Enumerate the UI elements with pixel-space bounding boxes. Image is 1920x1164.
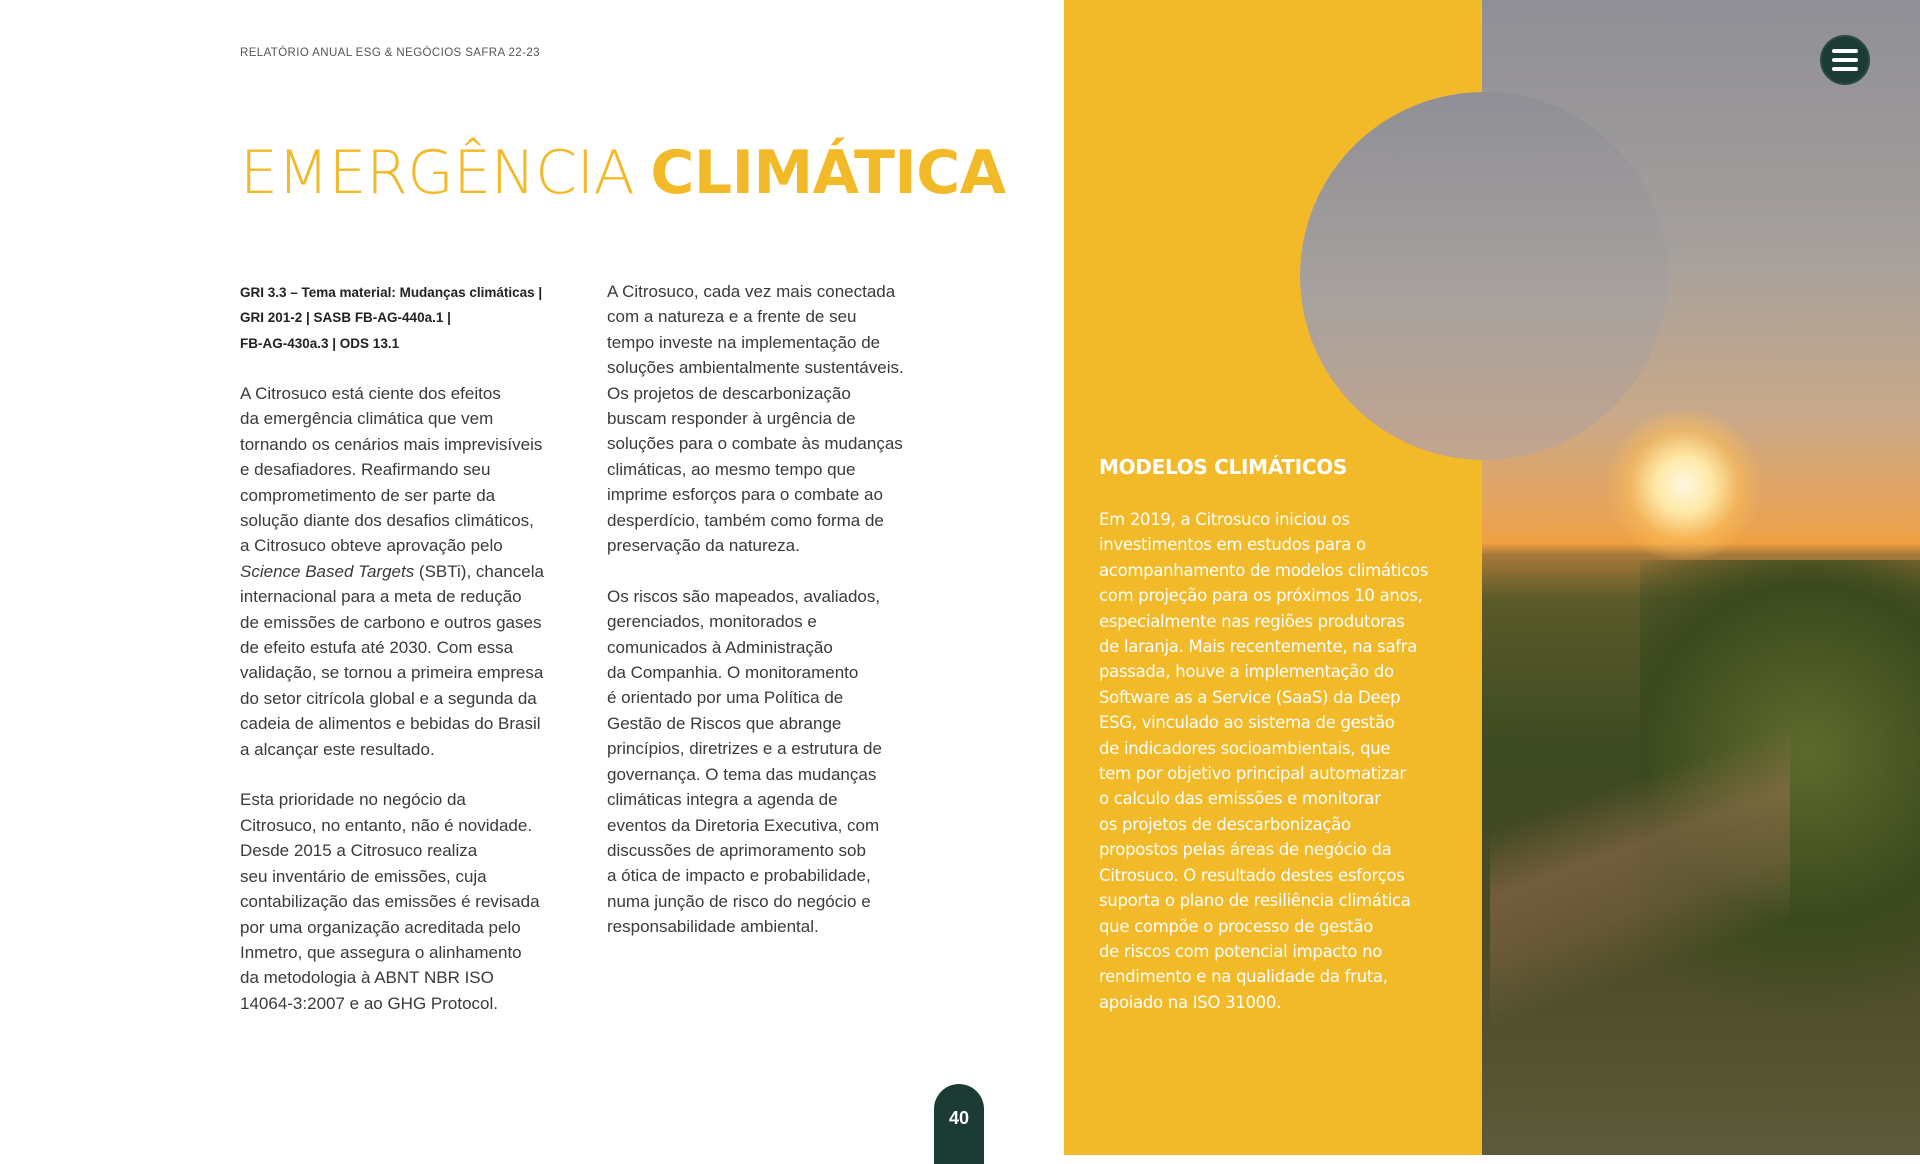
sun — [1604, 410, 1764, 560]
text-line: a ótica de impacto e probabilidade, — [607, 866, 871, 886]
text-line — [607, 558, 904, 583]
title-light: EMERGÊNCIA — [240, 138, 635, 208]
text-line: que compõe o processo de gestão — [1099, 916, 1374, 936]
text-line: de efeito estufa até 2030. Com essa — [240, 638, 514, 658]
text-line: Inmetro, que assegura o alinhamento — [240, 942, 522, 962]
text-line: do setor citrícola global e a segunda da — [240, 688, 537, 708]
text-line: da emergência climática que vem — [240, 409, 494, 429]
text-line: os projetos de descarbonização — [1099, 814, 1351, 834]
page-title — [240, 138, 1006, 208]
page-number: 40 — [934, 1084, 984, 1164]
text-line: soluções ambientalmente sustentáveis. — [607, 358, 904, 378]
text-line: desperdício, também como forma de — [607, 510, 884, 530]
text-line: investimentos em estudos para o — [1099, 535, 1366, 555]
text-line: A Citrosuco está ciente dos efeitos — [240, 384, 501, 403]
text-line: A Citrosuco, cada vez mais conectada — [607, 282, 896, 301]
text-line: solução diante dos desafios climáticos, — [240, 511, 534, 531]
text-line: contabilização das emissões é revisada — [240, 892, 540, 912]
title-bold: CLIMÁTICA — [650, 138, 1006, 208]
text-line: tempo investe na implementação de — [607, 332, 881, 352]
text-line: climáticas integra a agenda de — [607, 790, 838, 810]
text-line: o calculo das emissões e monitorar — [1099, 789, 1381, 809]
text-line: Citrosuco. O resultado destes esforços — [1099, 865, 1405, 885]
text-line: rendimento e na qualidade da fruta, — [1099, 967, 1388, 987]
text-line: Os projetos de descarbonização — [607, 383, 851, 403]
text-line: é orientado por uma Política de — [607, 688, 844, 708]
text-line: eventos da Diretoria Executiva, com — [607, 815, 880, 835]
text-line: da metodologia à ABNT NBR ISO — [240, 968, 494, 988]
text-line: acompanhamento de modelos climáticos — [1099, 560, 1429, 580]
text-line: FB-AG-430a.3 | ODS 13.1 — [240, 335, 400, 351]
text-line: a Citrosuco obteve aprovação pelo — [240, 536, 503, 556]
gri-references — [240, 280, 542, 356]
text-line: de emissões de carbono e outros gases — [240, 612, 542, 632]
text-line: especialmente nas regiões produtoras — [1099, 611, 1405, 631]
text-line: responsabilidade ambiental. — [607, 917, 819, 937]
text-line: por uma organização acreditada pelo — [240, 917, 521, 937]
text-line: 14064-3:2007 e ao GHG Protocol. — [240, 993, 498, 1013]
text-line: discussões de aprimoramento sob — [607, 840, 866, 860]
text-line: Citrosuco, no entanto, não é novidade. — [240, 815, 533, 835]
text-line: gerenciados, monitorados e — [607, 612, 817, 632]
text-line: comunicados à Administração — [607, 637, 833, 657]
text-line: princípios, diretrizes e a estrutura de — [607, 739, 882, 759]
text-line: cadeia de alimentos e bebidas do Brasil — [240, 714, 541, 734]
text-line: com a natureza e a frente de seu — [607, 307, 857, 327]
text-line: preservação da natureza. — [607, 536, 800, 556]
text-line: de riscos com potencial impacto no — [1099, 941, 1383, 961]
text-line: Software as a Service (SaaS) da Deep — [1099, 687, 1401, 707]
text-line: passada, houve a implementação do — [1099, 662, 1394, 682]
text-line: a alcançar este resultado. — [240, 739, 435, 759]
text-line: Gestão de Riscos que abrange — [607, 713, 842, 733]
text-line: ESG, vinculado ao sistema de gestão — [1099, 713, 1395, 733]
text-line: Desde 2015 a Citrosuco realiza — [240, 841, 478, 861]
menu-icon — [1832, 49, 1858, 53]
text-line: de laranja. Mais recentemente, na safra — [1099, 637, 1418, 657]
text-line: seu inventário de emissões, cuja — [240, 866, 487, 886]
text-line: numa junção de risco do negócio e — [607, 891, 871, 911]
text-line: climáticas, ao mesmo tempo que — [607, 459, 856, 479]
text-line: imprime esforços para o combate ao — [607, 485, 883, 505]
body-column-2 — [607, 279, 904, 940]
text-line: governança. O tema das mudanças — [607, 764, 877, 784]
text-line: Os riscos são mapeados, avaliados, — [607, 586, 881, 606]
text-line: validação, se tornou a primeira empresa — [240, 663, 544, 683]
menu-icon-bar — [1832, 67, 1858, 71]
body-column-1 — [240, 381, 544, 1016]
text-line: GRI 201-2 | SASB FB-AG-440a.1 | — [240, 310, 451, 326]
menu-button[interactable] — [1820, 35, 1870, 85]
text-line: tornando os cenários mais imprevisíveis — [240, 434, 543, 454]
text-line: suporta o plano de resiliência climática — [1099, 891, 1411, 911]
dirt-path — [1490, 600, 1790, 1155]
text-line: de indicadores socioambientais, que — [1099, 738, 1391, 758]
text-line: propostos pelas áreas de negócio da — [1099, 840, 1392, 860]
sky-circle-photo — [1300, 92, 1668, 460]
text-line: tem por objetivo principal automatizar — [1099, 764, 1406, 784]
text-line: Em 2019, a Citrosuco iniciou os — [1099, 510, 1350, 529]
text-line: buscam responder à urgência de — [607, 409, 856, 429]
text-line: soluções para o combate às mudanças — [607, 434, 903, 454]
text-line: Esta prioridade no negócio da — [240, 790, 466, 810]
sidebar-title: MODELOS CLIMÁTICOS — [1099, 455, 1348, 479]
text-line: e desafiadores. Reafirmando seu — [240, 460, 491, 480]
report-header: RELATÓRIO ANUAL ESG & NEGÓCIOS SAFRA 22-23 — [240, 47, 540, 59]
text-line: internacional para a meta de redução — [240, 587, 522, 607]
text-line: GRI 3.3 – Tema material: Mudanças climáticas | — [240, 285, 543, 300]
text-line: apoiado na ISO 31000. — [1099, 992, 1282, 1012]
menu-icon-bar — [1832, 58, 1858, 62]
text-line: da Companhia. O monitoramento — [607, 663, 859, 683]
sidebar-body — [1099, 507, 1428, 1015]
text-line: com projeção para os próximos 10 anos, — [1099, 586, 1423, 606]
text-line: comprometimento de ser parte da — [240, 485, 496, 505]
text-line — [240, 762, 544, 787]
text-line: Science Based Targets (SBTi), chancela — [240, 561, 544, 581]
